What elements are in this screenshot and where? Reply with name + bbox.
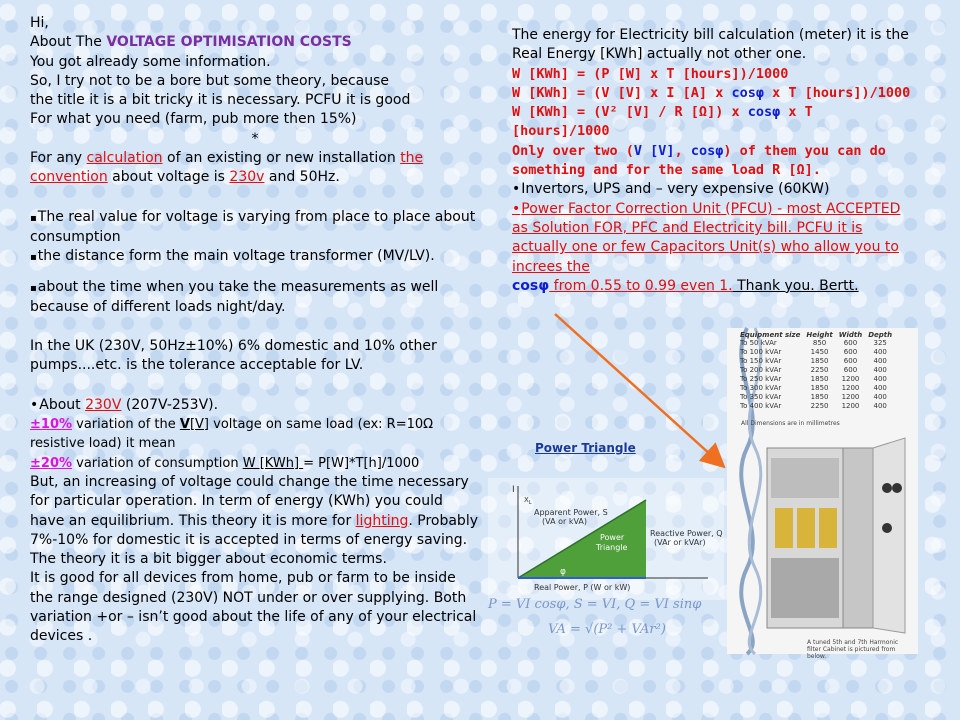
- variation-20-text: variation of consumption: [72, 455, 243, 471]
- cell: 400: [873, 348, 887, 356]
- reactive-label: Reactive Power, Q: [650, 529, 723, 538]
- only-cos: cosφ: [690, 142, 724, 159]
- cell: 1200: [841, 402, 860, 410]
- variation-10-rest: voltage on same load (ex: R=10Ω resistive load) it mean: [30, 417, 434, 452]
- link-pfcu[interactable]: • Power Factor Correction Unit (PFCU) - most ACCEPTED as Solution FOR, PFC and Electricity bill. PCFU it is actually one or few Capacitors Unit(s) who allow you to increes the: [512, 200, 917, 277]
- v-symbol: V: [179, 417, 190, 433]
- cell: 600: [843, 339, 858, 347]
- invertors-line: • Invertors, UPS and – very expensive (60KW): [512, 180, 917, 199]
- power-triangle-link[interactable]: Power Triangle: [535, 441, 636, 455]
- table-row: [737, 357, 895, 366]
- greeting: Hi,: [30, 15, 49, 31]
- subject-title: VOLTAGE OPTIMISATION COSTS: [106, 34, 352, 51]
- increase-text-a: But, an increasing of voltage could change the time necessary for particular operation. In term of energy (KWh) you could have an equilibrium. This theory it is more for: [30, 473, 469, 529]
- link-230v[interactable]: 230v: [229, 169, 265, 186]
- dimensions-note: All Dimensions are in millimetres: [741, 420, 840, 427]
- variation-10-text: variation of the: [72, 417, 180, 433]
- cell: 400: [873, 366, 887, 374]
- cabinet-size-table: [737, 331, 895, 411]
- phi-label: φ: [560, 567, 566, 577]
- only-sep: ,: [674, 142, 691, 159]
- bullet-real-value: ▪ The real value for voltage is varying from place to place about consumption: [30, 208, 480, 248]
- table-row: [737, 366, 895, 375]
- cell: 1850: [810, 375, 829, 383]
- cell: To 350 kVAr: [740, 393, 782, 401]
- pm20: ±20%: [30, 455, 73, 471]
- cell: To 400 kVAr: [740, 402, 782, 410]
- cell: 2250: [810, 366, 829, 374]
- economic-line: The theory it is a bit bigger about economic terms.: [30, 551, 387, 568]
- only-v: V [V]: [633, 142, 675, 159]
- subject-prefix: About The: [30, 34, 107, 51]
- triangle-inside-1: Power: [600, 533, 625, 542]
- apparent-unit: (VA or kVA): [542, 517, 588, 526]
- apparent-formula: VA = √(P² + VAr²): [548, 622, 666, 637]
- xl-label: $X_L$: [524, 496, 532, 506]
- formula-3-a: W [KWh] = (V² [V] / R [Ω]) x: [512, 104, 748, 121]
- cell: 600: [843, 348, 858, 356]
- cell: 600: [843, 366, 858, 374]
- devices-paragraph: It is good for all devices from home, pub or farm to be inside the range designed (230V) NOT under or over supplying. Both variation +or – isn’t good about the life of any of your electrical devices .: [30, 570, 477, 645]
- col-equipment: Equipment size: [740, 331, 801, 339]
- cell: 400: [873, 393, 887, 401]
- cell: To 100 kVAr: [740, 348, 782, 356]
- intro-line-1: You got already some information.: [30, 53, 271, 70]
- table-row: [737, 348, 895, 357]
- formula-1: W [KWh] = (P [W] x T [hours])/1000: [512, 65, 789, 82]
- cell: 1200: [841, 384, 860, 392]
- star-separator: *: [251, 130, 259, 147]
- only-a: Only over two (: [512, 142, 634, 159]
- cos-phi: cosφ: [747, 104, 781, 121]
- link-the-convention[interactable]: the convention: [30, 150, 424, 186]
- link-pfcu-range[interactable]: from 0.55 to 0.99 even 1.: [549, 277, 733, 294]
- pfc-cabinet-image: [727, 328, 918, 660]
- cell: To 150 kVAr: [740, 357, 782, 365]
- cos-phi: cosφ: [731, 84, 764, 101]
- cell: 600: [843, 357, 858, 365]
- reactive-unit: (VAr or kVAr): [654, 538, 706, 547]
- cell: 400: [873, 384, 887, 392]
- link-calculation[interactable]: calculation: [86, 150, 163, 167]
- convention-text-c: about voltage is: [107, 169, 230, 186]
- intro-line-3: the title it is a bit tricky it is necessary. PCFU it is good: [30, 92, 411, 109]
- formula-2-b: x T [hours])/1000: [763, 84, 911, 101]
- table-row: [737, 384, 895, 393]
- real-power-label: Real Power, P (W or kW): [534, 583, 631, 592]
- convention-text-d: and 50Hz.: [264, 169, 340, 186]
- cell: 1850: [810, 384, 829, 392]
- cell: To 200 kVAr: [740, 366, 782, 374]
- cell: 1850: [810, 393, 829, 401]
- formula-3-b: x T [hours]/1000: [512, 104, 813, 140]
- energy-intro: The energy for Electricity bill calculation (meter) it is the Real Energy [KWh] actually not other one.: [512, 27, 909, 63]
- about-text-a: About: [39, 396, 86, 413]
- power-triangle-diagram: [488, 478, 724, 600]
- cell: 2250: [810, 402, 829, 410]
- cell: 1200: [841, 375, 860, 383]
- power-formulas: P = VI cosφ, S = VI, Q = VI sinφ: [488, 597, 702, 612]
- cell: 1200: [841, 393, 860, 401]
- col-depth: Depth: [868, 331, 893, 339]
- cabinet-caption: A tuned 5th and 7th Harmonic filter Cabinet is pictured from below.: [807, 639, 899, 660]
- pm10: ±10%: [30, 417, 73, 433]
- link-lighting[interactable]: lighting: [355, 512, 409, 529]
- apparent-label: Apparent Power, S: [534, 508, 608, 517]
- link-about-230v[interactable]: 230V: [85, 396, 122, 413]
- cell: To 50 kVAr: [740, 339, 777, 347]
- convention-text-a: For any: [30, 150, 87, 167]
- w-kwh: W [KWh]: [242, 455, 304, 471]
- cell: To 300 kVAr: [740, 384, 782, 392]
- i-axis-label: I: [512, 485, 515, 495]
- col-width: Width: [838, 331, 863, 339]
- convention-text-b: of an existing or new installation: [162, 150, 401, 167]
- table-row: [737, 339, 895, 348]
- bullet-distance: ▪ the distance form the main voltage transformer (MV/LV).: [30, 247, 480, 267]
- cell: 850: [812, 339, 827, 347]
- table-row: [737, 402, 895, 411]
- cell: 400: [873, 402, 887, 410]
- table-row: [737, 393, 895, 402]
- energy-formula: = P[W]*T[h]/1000: [303, 455, 420, 471]
- formula-2-a: W [KWh] = (V [V] x I [A] x: [512, 84, 732, 101]
- cell: 325: [873, 339, 887, 347]
- uk-tolerance: In the UK (230V, 50Hz±10%) 6% domestic and 10% other pumps....etc. is the tolerance acceptable for LV.: [30, 338, 437, 374]
- cell: 400: [873, 357, 887, 365]
- cell: To 250 kVAr: [740, 375, 782, 383]
- about-text-b: (207V-253V).: [121, 396, 219, 413]
- intro-line-2: So, I try not to be a bore but some theory, because: [30, 72, 390, 89]
- intro-line-4: For what you need (farm, pub more then 15%): [30, 111, 357, 128]
- cell: 400: [873, 375, 887, 383]
- col-height: Height: [806, 331, 833, 339]
- triangle-inside-2: Triangle: [596, 543, 628, 552]
- table-header-row: [737, 331, 895, 339]
- table-row: [737, 375, 895, 384]
- signature: Thank you. Bertt.: [732, 277, 859, 294]
- only-b: ) of them you can do something and for the same load R [Ω].: [512, 142, 886, 179]
- bullet-time: ▪ about the time when you take the measurements as well because of different loads night/day.: [30, 278, 480, 318]
- increase-text-b: . Probably 7%-10% for domestic it is accepted in terms of energy saving.: [30, 512, 478, 548]
- cell: 1450: [810, 348, 829, 356]
- v-unit: [V]: [189, 417, 210, 433]
- pfcu-cos: cosφ: [512, 277, 550, 294]
- cell: 1850: [810, 357, 829, 365]
